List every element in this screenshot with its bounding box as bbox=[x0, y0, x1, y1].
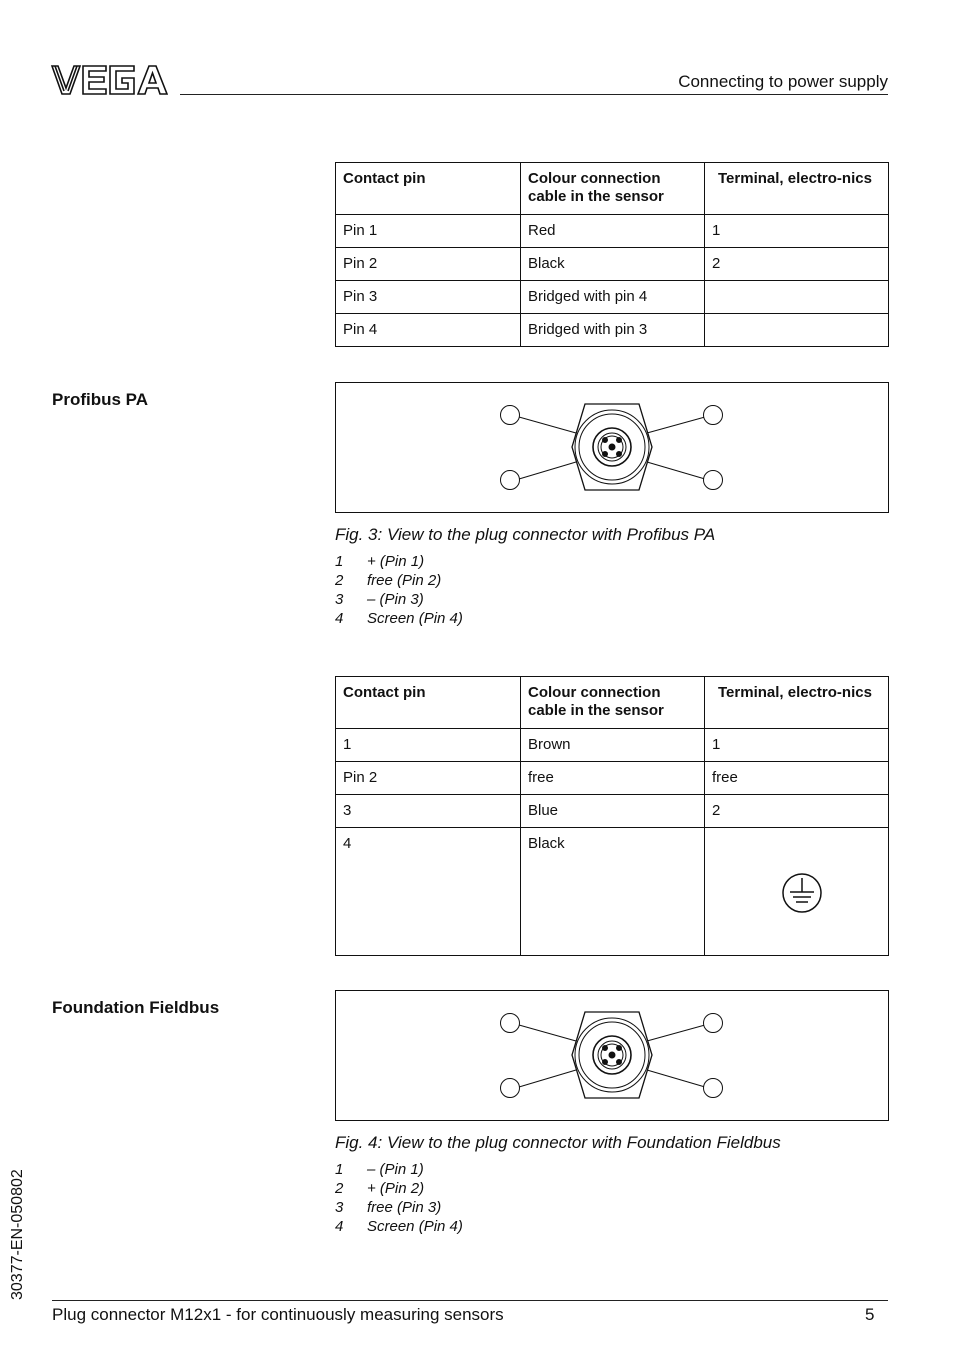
table-cell: Pin 2 bbox=[336, 248, 521, 281]
plug-connector-icon bbox=[336, 383, 888, 512]
profibus-figure bbox=[335, 382, 889, 513]
column-header: Contact pin bbox=[336, 163, 521, 215]
column-header: Colour connection cable in the sensor bbox=[521, 677, 705, 729]
table-row bbox=[336, 729, 889, 762]
table-cell: Bridged with pin 4 bbox=[521, 281, 705, 314]
column-header: Contact pin bbox=[336, 677, 521, 729]
table-cell: Black bbox=[521, 828, 705, 956]
legend-item: 4 Screen (Pin 4) bbox=[335, 1218, 463, 1235]
foundation-label: Foundation Fieldbus bbox=[52, 998, 220, 1017]
table-cell: 1 bbox=[705, 729, 889, 762]
table-cell: 1 bbox=[705, 215, 889, 248]
table-header-row bbox=[336, 163, 889, 215]
plug-connector-icon bbox=[336, 991, 888, 1120]
table-cell: Red bbox=[521, 215, 705, 248]
table-cell: Pin 2 bbox=[336, 762, 521, 795]
column-header: Terminal, electro-nics bbox=[705, 677, 889, 729]
table-cell: Bridged with pin 3 bbox=[521, 314, 705, 347]
foundation-legend bbox=[335, 1160, 463, 1236]
profibus-caption: Fig. 3: View to the plug connector with Profibus PA bbox=[335, 525, 716, 544]
table-cell bbox=[705, 314, 889, 347]
table-cell: 1 bbox=[336, 729, 521, 762]
page-number: 5 bbox=[865, 1305, 875, 1324]
table-row bbox=[336, 248, 889, 281]
table-row bbox=[336, 314, 889, 347]
table-cell: 2 bbox=[705, 795, 889, 828]
column-header: Terminal, electro-nics bbox=[705, 163, 889, 215]
table-cell: 4 bbox=[336, 828, 521, 956]
legend-item: 2 + (Pin 2) bbox=[335, 1180, 425, 1197]
vega-logo bbox=[50, 64, 168, 96]
table-cell: free bbox=[705, 762, 889, 795]
table-cell: 3 bbox=[336, 795, 521, 828]
table-row bbox=[336, 281, 889, 314]
table-cell bbox=[705, 828, 889, 956]
table-cell: Pin 4 bbox=[336, 314, 521, 347]
table-cell bbox=[705, 281, 889, 314]
table-header-row bbox=[336, 677, 889, 729]
foundation-figure bbox=[335, 990, 889, 1121]
legend-item: 3 – (Pin 3) bbox=[335, 591, 424, 608]
table-cell: Pin 1 bbox=[336, 215, 521, 248]
legend-item: 1 + (Pin 1) bbox=[335, 553, 425, 570]
legend-item: 2 free (Pin 2) bbox=[335, 572, 442, 589]
legend-item: 4 Screen (Pin 4) bbox=[335, 610, 463, 627]
profibus-label: Profibus PA bbox=[52, 390, 149, 409]
column-header: Colour connection cable in the sensor bbox=[521, 163, 705, 215]
section-title: Connecting to power supply bbox=[678, 72, 888, 91]
legend-item: 1 – (Pin 1) bbox=[335, 1161, 424, 1178]
pin-table-2 bbox=[335, 676, 889, 956]
table-cell: Brown bbox=[521, 729, 705, 762]
table-row bbox=[336, 795, 889, 828]
legend-item: 3 free (Pin 3) bbox=[335, 1199, 442, 1216]
table-row bbox=[336, 762, 889, 795]
document-code: 30377-EN-050802 bbox=[9, 1169, 26, 1300]
table-row bbox=[336, 215, 889, 248]
footer-rule bbox=[52, 1300, 888, 1301]
header-rule bbox=[180, 94, 888, 95]
footer-title: Plug connector M12x1 - for continuously measuring sensors bbox=[52, 1305, 504, 1324]
table-cell: 2 bbox=[705, 248, 889, 281]
profibus-legend bbox=[335, 552, 463, 628]
table-row bbox=[336, 828, 889, 956]
table-cell: Black bbox=[521, 248, 705, 281]
pin-table-1 bbox=[335, 162, 889, 347]
table-cell: Pin 3 bbox=[336, 281, 521, 314]
table-cell: Blue bbox=[521, 795, 705, 828]
ground-symbol-icon bbox=[772, 865, 832, 925]
foundation-caption: Fig. 4: View to the plug connector with Foundation Fieldbus bbox=[335, 1133, 781, 1152]
table-cell: free bbox=[521, 762, 705, 795]
